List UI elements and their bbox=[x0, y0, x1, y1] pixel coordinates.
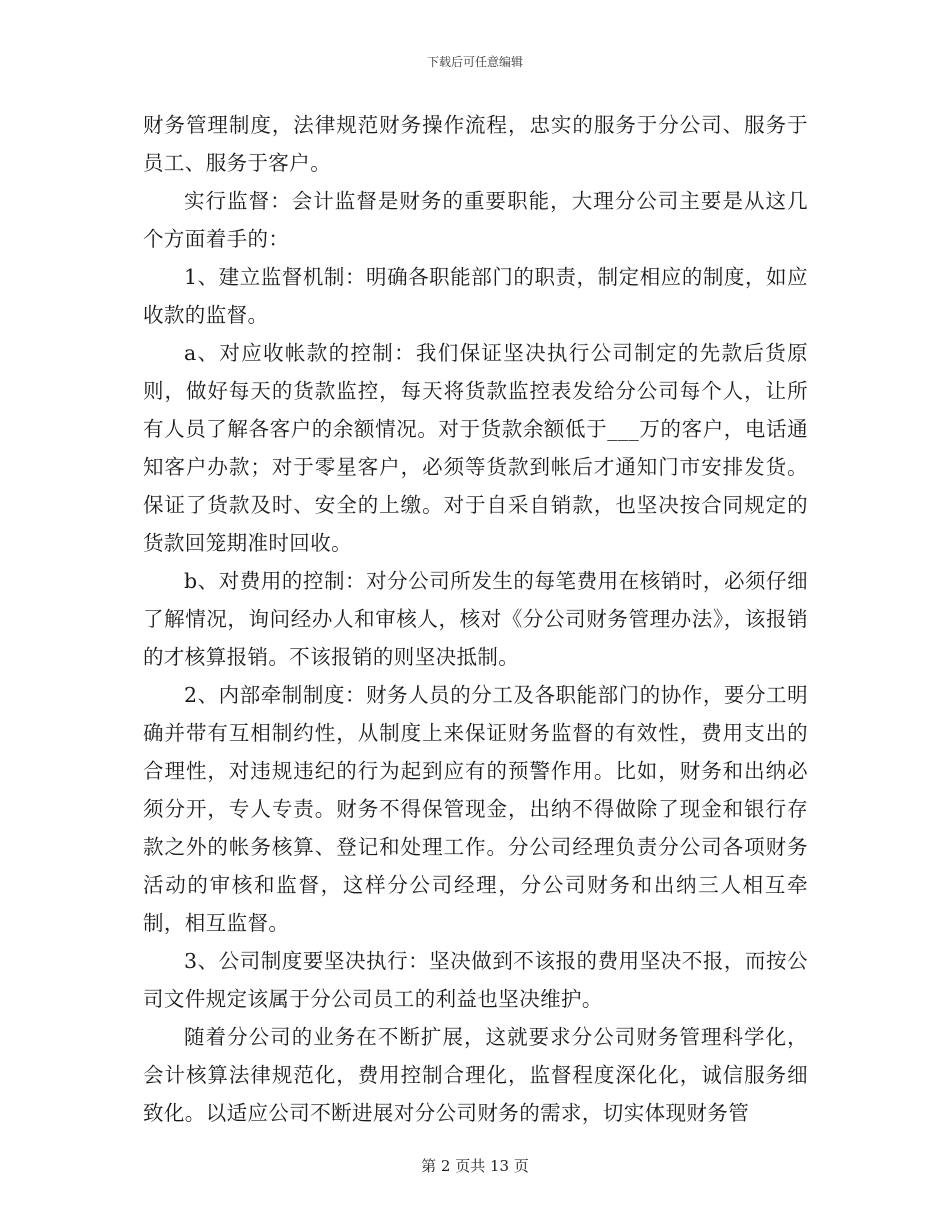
paragraph-7: 3、公司制度要坚决执行：坚决做到不该报的费用坚决不报，而按公司文件规定该属于分公司员工的利益也坚决维护。 bbox=[143, 949, 808, 1011]
paragraph-8: 随着分公司的业务在不断扩展，这就要求分公司财务管理科学化，会计核算法律规范化，费用控制合理化，监督程度深化化，诚信服务细致化。以适应公司不断进展对分公司财务的需求，切实体现财务管 bbox=[143, 1025, 808, 1125]
page-header: 下载后可任意编辑 bbox=[426, 55, 523, 69]
paragraph-5: b、对费用的控制：对分公司所发生的每笔费用在核销时，必须仔细了解情况，询问经办人和审核人，核对《分公司财务管理办法》，该报销的才核算报销。不该报销的则坚决抵制。 bbox=[143, 569, 808, 669]
paragraph-1: 财务管理制度，法律规范财务操作流程，忠实的服务于分公司、服务于员工、服务于客户。 bbox=[143, 113, 808, 175]
document-body bbox=[143, 106, 808, 1132]
paragraph-3: 1、建立监督机制：明确各职能部门的职责，制定相应的制度，如应收款的监督。 bbox=[143, 265, 808, 327]
page-footer: 第 2 页共 13 页 bbox=[421, 1157, 529, 1175]
paragraph-2: 实行监督：会计监督是财务的重要职能，大理分公司主要是从这几个方面着手的： bbox=[143, 189, 808, 251]
paragraph-6: 2、内部牵制制度：财务人员的分工及各职能部门的协作，要分工明确并带有互相制约性，从制度上来保证财务监督的有效性，费用支出的合理性，对违规违纪的行为起到应有的预警作用。比如，财务和出纳必须分开，专人专责。财务不得保管现金，出纳不得做除了现金和银行存款之外的帐务核算、登记和处理工作。分公司经理负责分公司各项财务活动的审核和监督，这样分公司经理，分公司财务和出纳三人相互牵制，相互监督。 bbox=[143, 683, 808, 935]
paragraph-4: a、对应收帐款的控制：我们保证坚决执行公司制定的先款后货原则，做好每天的货款监控，每天将货款监控表发给分公司每个人，让所有人员了解各客户的余额情况。对于货款余额低于___万的客户，电话通知客户办款；对于零星客户，必须等货款到帐后才通知门市安排发货。保证了货款及时、安全的上缴。对于自采自销款，也坚决按合同规定的货款回笼期准时回收。 bbox=[143, 341, 808, 555]
